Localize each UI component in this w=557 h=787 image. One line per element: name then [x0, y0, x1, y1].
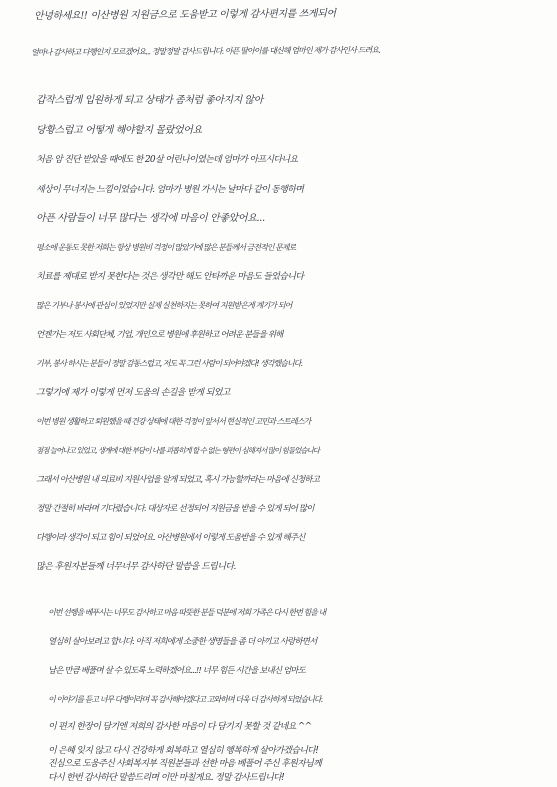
letter-line: 얼마나 감사하고 다행인지 모르겠어요... 정말정말 감사드립니다. 아픈 딸아이를 대신해 엄마인 제가 감사인사 드려요. — [30, 45, 380, 57]
letter-line: 많은 후원자분들께 너무너무 감사하단 말씀을 드립니다. — [36, 562, 236, 572]
letter-line: 평소에 운동도 못한 저희는 항상 병원비 걱정이 많았기에 많은 분들께서 금전적인 문제로 — [36, 243, 296, 252]
letter-line: 남은 만큼 베풀며 살 수 있도록 노력하겠어요...!! 너무 힘든 시간을 보내신 엄마도 — [48, 666, 305, 676]
letter-line: 이 편지 한장이 담기엔 저희의 감사한 마음이 다 담기지 못할 것 같네요 ^^ — [48, 722, 312, 732]
letter-line: 갑작스럽게 입원하게 되고 상태가 좀처럼 좋아지지 않아 — [36, 95, 263, 106]
letter-line: 이번 병원 생활하고 퇴원했을 때 건강 상태에 대한 걱정이 앞서서 현실적인 고민과 스트레스가 — [36, 417, 311, 426]
letter-line: 정말 간절히 바라며 기다렸습니다. 대상자로 선정되어 지원금을 받을 수 있게 되어 많이 — [36, 504, 314, 514]
letter-line: 처음 암 진단 받았을 때에도 한 20살 어린나이였는데 엄마가 아프시다니요 — [36, 155, 298, 165]
letter-line: 다행이라 생각이 되고 힘이 되었어요. 아산병원에서 이렇게 도움받을 수 있게 해주신 — [36, 533, 305, 543]
letter-line: 세상이 무너지는 느낌이었습니다. 엄마가 병원 가시는 날마다 같이 동행하며 — [36, 185, 304, 195]
letter-line: 아픈 사람들이 너무 많다는 생각에 마음이 안좋았어요... — [36, 213, 265, 224]
letter-line: 이 이야기를 듣고 너무 다행이라며 꼭 감사해야겠다고 고와하며 더욱 더 감사하게 되었습니다. — [48, 695, 323, 704]
letter-line: 언젠가는 저도 사회단체, 기업, 개인으로 병원에 후원하고 어려운 분들을 위해 — [36, 330, 283, 340]
letter-line: 이 은혜 잊지 않고 다시 건강하게 회복하고 열심히 행복하게 살아가겠습니다! — [48, 746, 319, 756]
letter-line: 열심히 살아보려고 합니다. 아직 저희에게 소중한 생명들을 좀 더 아끼고 사랑하면서 — [48, 637, 317, 647]
letter-line: 진심으로 도움주신 사회복지부 직원분들과 선한 마음 베풀어 주신 후원자님께 — [48, 759, 322, 769]
letter-line: 점점 늘어나고 있었고, 생계에 대한 부담이 나를 괴롭히게 할 수 없는 형편이 심해져서 많이 힘들었습니다 — [36, 446, 320, 455]
letter-line: 기부, 봉사 하시는 분들이 정말 감동스럽고, 저도 꼭 그런 사람이 되어야겠다! 생각했습니다. — [36, 359, 303, 368]
letter-line: 다시 한번 감사하단 말씀드리며 이만 마칠게요. 정말 감사드립니다! — [48, 773, 285, 783]
letter-line: 이번 선행을 베푸시는 너무도 감사하고 마음 따뜻한 분들 덕분에 저희 가족은 다시 한번 힘을 내 — [48, 608, 326, 617]
letter-line: 그래서 아산병원 내 의료비 지원사업을 알게 되었고, 혹시 가능할까라는 마음에 신청하고 — [36, 475, 320, 485]
letter-line: 치료를 제대로 받지 못한다는 것은 생각만 해도 안타까운 마음도 들었습니다 — [36, 272, 304, 282]
letter-line: 그렇기에 제가 이렇게 먼저 도움의 손길을 받게 되었고 — [36, 388, 230, 398]
letter-line: 많은 기부나 봉사에 관심이 있었지만 실제 실천하지는 못하여 지원받은게 계기가 되어 — [36, 301, 292, 310]
letter-line: 당황스럽고 어떻게 해야할지 몰랐었어요 — [36, 125, 202, 136]
letter-line: 안녕하세요!! 이산병원 지원금으로 도움받고 이렇게 감사편지를 쓰게되어 — [33, 8, 336, 22]
